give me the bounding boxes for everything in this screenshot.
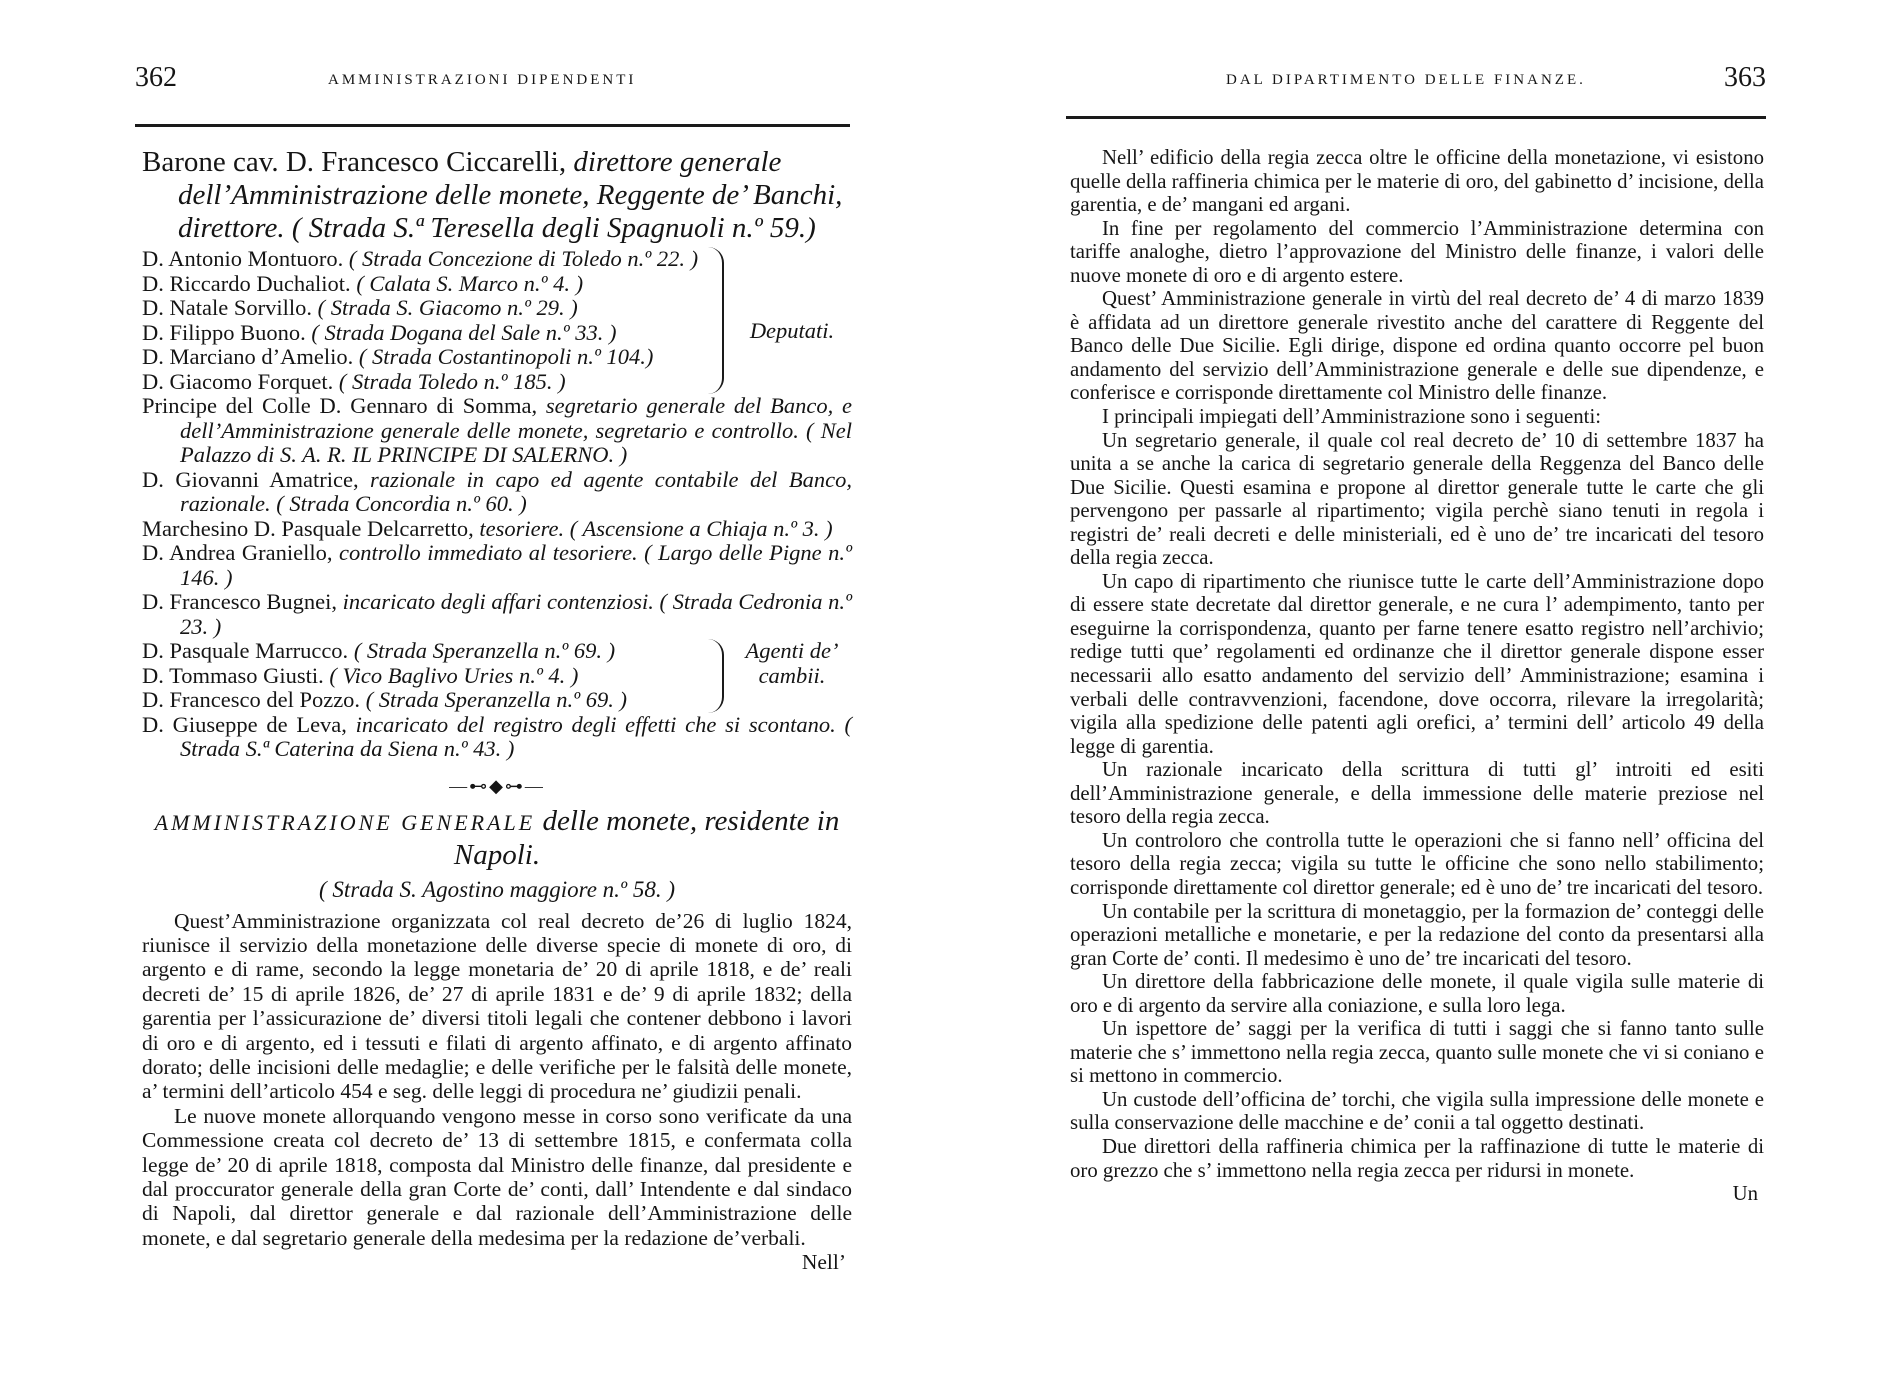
- paragraph: Quest’ Amministrazione generale in virtù del real decreto de’ 4 di marzo 1839 è affidata ad un direttore generale rivestito anche del carattere di Reggente del Banco delle Due Sicilie. Egli dirige, dispone ed ordina quanto occorre pel buon andamento del servizio dell’Amministrazione generale e delle sue dipendenze, e conferisce e corrisponde direttamente col Ministro delle finanze.: [1070, 287, 1764, 405]
- entry-address: ( Largo delle Pigne n.º 146. ): [180, 540, 852, 590]
- entry-role: controllo immediato al tesoriere.: [332, 540, 638, 565]
- paragraph: Un direttore della fabbricazione delle monete, il quale vigila sulle materie di oro e di argento da servire alla coniazione, e sulla loro lega.: [1070, 970, 1764, 1017]
- list-item: [142, 517, 852, 542]
- entry-role: tesoriere.: [473, 515, 565, 541]
- left-content: [142, 146, 852, 1275]
- left-header: [135, 62, 850, 102]
- entry-role: incaricato degli affari contenziosi.: [336, 589, 654, 614]
- deputati-group: [142, 247, 852, 394]
- entry-name: D. Giacomo Forquet.: [142, 368, 334, 394]
- paragraph: Le nuove monete allorquando vengono messe in corso sono verificate da una Commessione creata col decreto de’ 13 di settembre 1815, e confermata colla legge de’ 20 di aprile 1818, composta dal Ministro delle finanze, dal presidente e dal proccurator generale della gran Corte de’ conti, dall’ Intendente e dal sindaco di Napoli, dal direttor generale e dal razionale dell’Amministrazione delle monete, e dal segretario generale della medesima per la redazione de’verbali.: [142, 1103, 852, 1250]
- entry-address: ( Strada Toledo n.º 185. ): [333, 368, 566, 394]
- paragraph: Nell’ edificio della regia zecca oltre le officine della monetazione, vi esistono quelle della raffineria chimica per le materie di oro, del gabinetto d’ incisione, della garentia, e de’ mangani ed argani.: [1070, 146, 1764, 217]
- right-header: [1066, 62, 1766, 102]
- header-rule: [135, 124, 850, 127]
- list-item: [142, 541, 852, 590]
- entry-name: D. Natale Sorvillo.: [142, 295, 312, 320]
- catchword: Un: [1732, 1182, 1758, 1206]
- paragraph: Un capo di ripartimento che riunisce tutte le carte dell’Amministrazione dopo di essere state decretate dal direttor generale, e ne cura l’ adempimento, tanto per eseguirne la corrispondenza, quanto per farne tenere esatto registro nell’archivio; redige tutti que’ regolamenti ed ordinanze che il direttor generale dispone esser necessarii allo esatto andamento del servizio dell’ Amministrazione; esamina i verbali delle contravvenzioni, facendone, dove occorra, rilevare la irregolarità; vigila alla spedizione delle patenti agli orefici, a’ termini dell’ articolo 49 della legge di garentia.: [1070, 569, 1764, 758]
- entry-address: ( Strada Speranzella n.º 69. ): [348, 638, 616, 663]
- entry-address: ( Strada Costantinopoli n.º 104.): [353, 344, 654, 369]
- ornament-divider: —⊷◆⊶—: [449, 775, 545, 796]
- page-number: 362: [135, 62, 177, 93]
- entry-name: D. Pasquale Marrucco.: [142, 638, 349, 663]
- paragraph: In fine per regolamento del commercio l’Amministrazione determina con tariffe analoghe, dietro l’approvazione del Ministro delle finanze, i valori delle nuove monete di oro e di argento estere.: [1070, 216, 1764, 287]
- entry-role: incaricato del registro degli effetti che si scontano.: [346, 711, 836, 737]
- list-item: [142, 664, 702, 689]
- left-page: [0, 0, 946, 1389]
- entry-name: D. Giovanni Amatrice,: [142, 466, 359, 492]
- entry-address: ( Strada Dogana del Sale n.º 33. ): [305, 319, 617, 345]
- catchword: Nell’: [801, 1250, 846, 1275]
- agenti-group: [142, 639, 852, 713]
- entry-address: ( Strada Speranzella n.º 69. ): [360, 687, 628, 712]
- list-item: [142, 394, 852, 468]
- section-address: ( Strada S. Agostino maggiore n.º 58. ): [319, 876, 675, 902]
- list-item: [142, 713, 852, 762]
- lead-entry: [142, 146, 852, 245]
- group-brace: [708, 247, 724, 394]
- entry-address: ( Strada S.ª Caterina da Siena n.º 43. ): [180, 711, 852, 761]
- list-item: [142, 590, 852, 639]
- paragraph: Due direttori della raffineria chimica per la raffinazione di tutte le materie di oro grezzo che s’ immettono nella regia zecca per ridursi in monete.: [1070, 1134, 1764, 1182]
- entry-address: ( Strada Concordia n.º 60. ): [270, 491, 527, 516]
- right-content: [1070, 146, 1764, 1206]
- entry-address: ( Strada Concezione di Toledo n.º 22. ): [343, 246, 699, 271]
- list-item: [142, 468, 852, 517]
- paragraph: Un segretario generale, il quale col real decreto de’ 10 di settembre 1837 ha unita a se anche la carica di segretario generale della Reggenza del Banco delle Due Sicilie. Questi esamina e propone al direttor generale tutte le carte che gli pervengono per passarle al ripartimento; vigila perchè siano tenuti in regola i registri de’ reali decreti e delle ministeriali, ed è uno de’ tre incaricati del tesoro della regia zecca.: [1070, 428, 1764, 570]
- entry-role: segretario generale del Banco, e dell’Amministrazione generale delle monete, segretario e controllo.: [180, 393, 852, 443]
- list-item: [142, 247, 702, 272]
- list-item: [142, 688, 702, 713]
- entry-name: D. Giuseppe de Leva,: [142, 711, 347, 737]
- section-title-rest: delle monete, residente in Napoli.: [453, 804, 840, 871]
- entry-address: ( Strada Cedronia n.º 23. ): [180, 589, 852, 639]
- group-label: Agenti de’ cambii.: [745, 638, 839, 688]
- list-item: [142, 272, 702, 297]
- running-title: AMMINISTRAZIONI DIPENDENTI: [328, 72, 637, 88]
- entry-name: Principe del Colle D. Gennaro di Somma,: [142, 393, 538, 418]
- page-number: 363: [1724, 62, 1766, 93]
- entry-name: D. Marciano d’Amelio.: [142, 344, 354, 369]
- list-item: [142, 370, 702, 395]
- entry-name: D. Riccardo Duchaliot.: [142, 270, 351, 296]
- paragraph: Quest’Amministrazione organizzata col real decreto de’26 di luglio 1824, riunisce il servizio della monetazione delle diverse specie di monete di oro, di argento e di rame, secondo la legge monetaria de’ 20 di aprile 1818, e de’ reali decreti de’ 15 di aprile 1826, de’ 27 di aprile 1831 e de’ 9 di aprile 1832; della garentia per l’assicurazione de’ diversi titoli legali che contener debbono i lavori di oro e di argento, ed i tessuti e filati di argento affinato, e di argento affinato dorato; delle incisioni delle medaglie; e delle verifiche per le falsità delle monete, a’ termini dell’articolo 454 e seg. delle leggi di procedura ne’ giudizii penali.: [142, 908, 852, 1104]
- entry-address: ( Strada S.ª Teresella degli Spagnuoli n.º 59.): [284, 212, 816, 244]
- paragraph: Un controloro che controlla tutte le operazioni che si fanno nell’ officina del tesoro della regia zecca; vigila su tutte le officine che sono nello stabilimento; corrisponde direttamente col direttor generale; ed è uno de’ tre incaricati del tesoro.: [1070, 828, 1764, 899]
- list-item: [142, 296, 702, 321]
- entry-name: D. Andrea Graniello,: [142, 540, 333, 565]
- entry-role: razionale in capo ed agente contabile del Banco, razionale.: [180, 466, 852, 516]
- entry-name: D. Antonio Montuoro.: [142, 246, 344, 271]
- paragraph: Un ispettore de’ saggi per la verifica di tutti i saggi che si fanno tanto sulle materie che s’ immettono nella regia zecca, quanto sulle monete che vi si coniano e si mettono in commercio.: [1070, 1017, 1764, 1088]
- entry-role: direttore generale dell’Amministrazione delle monete, Reggente de’ Banchi, direttore.: [178, 146, 843, 244]
- list-item: [142, 345, 702, 370]
- entry-name: Marchesino D. Pasquale Delcarretto,: [142, 515, 474, 541]
- header-rule: [1066, 116, 1766, 119]
- section-title-caps: AMMINISTRAZIONE GENERALE: [154, 809, 536, 835]
- running-title: DAL DIPARTIMENTO DELLE FINANZE.: [1226, 72, 1586, 88]
- paragraph: Un razionale incaricato della scrittura di tutti gl’ introiti ed esiti dell’Amministrazione generale, e della immessione delle materie preziose nel tesoro della regia zecca.: [1070, 758, 1764, 829]
- entry-name: D. Francesco Bugnei,: [142, 589, 337, 614]
- list-item: [142, 321, 702, 346]
- list-item: [142, 639, 702, 664]
- paragraph: I principali impiegati dell’Amministrazione sono i seguenti:: [1102, 405, 1602, 429]
- paragraph: Un custode dell’officina de’ torchi, che vigila sulla impressione delle monete e sulla conservazione delle macchine e de’ conii a tal oggetto destinati.: [1070, 1087, 1764, 1135]
- paragraph: Un contabile per la scrittura di monetaggio, per la formazion de’ conteggi delle operazioni metalliche e monetarie, e per la redazione del conto da presentarsi alla gran Corte de’ conti. Il medesimo è uno de’ tre incaricati del tesoro.: [1070, 899, 1764, 970]
- entry-address: ( Nel Palazzo di S. A. R. IL PRINCIPE DI SALERNO. ): [180, 417, 852, 467]
- entry-name: D. Filippo Buono.: [142, 319, 306, 345]
- right-page: [946, 0, 1893, 1389]
- entry-name: Barone cav. D. Francesco Ciccarelli,: [142, 146, 567, 178]
- entry-address: ( Vico Baglivo Uries n.º 4. ): [323, 662, 579, 688]
- entry-address: ( Calata S. Marco n.º 4. ): [350, 270, 584, 296]
- entry-address: ( Ascensione a Chiaja n.º 3. ): [564, 515, 833, 541]
- entry-name: D. Tommaso Giusti.: [142, 662, 324, 688]
- group-brace: [708, 639, 724, 713]
- section-title: [142, 805, 852, 871]
- group-label: Deputati.: [749, 318, 835, 343]
- entry-address: ( Strada S. Giacomo n.º 29. ): [311, 295, 578, 320]
- entry-name: D. Francesco del Pozzo.: [142, 687, 361, 712]
